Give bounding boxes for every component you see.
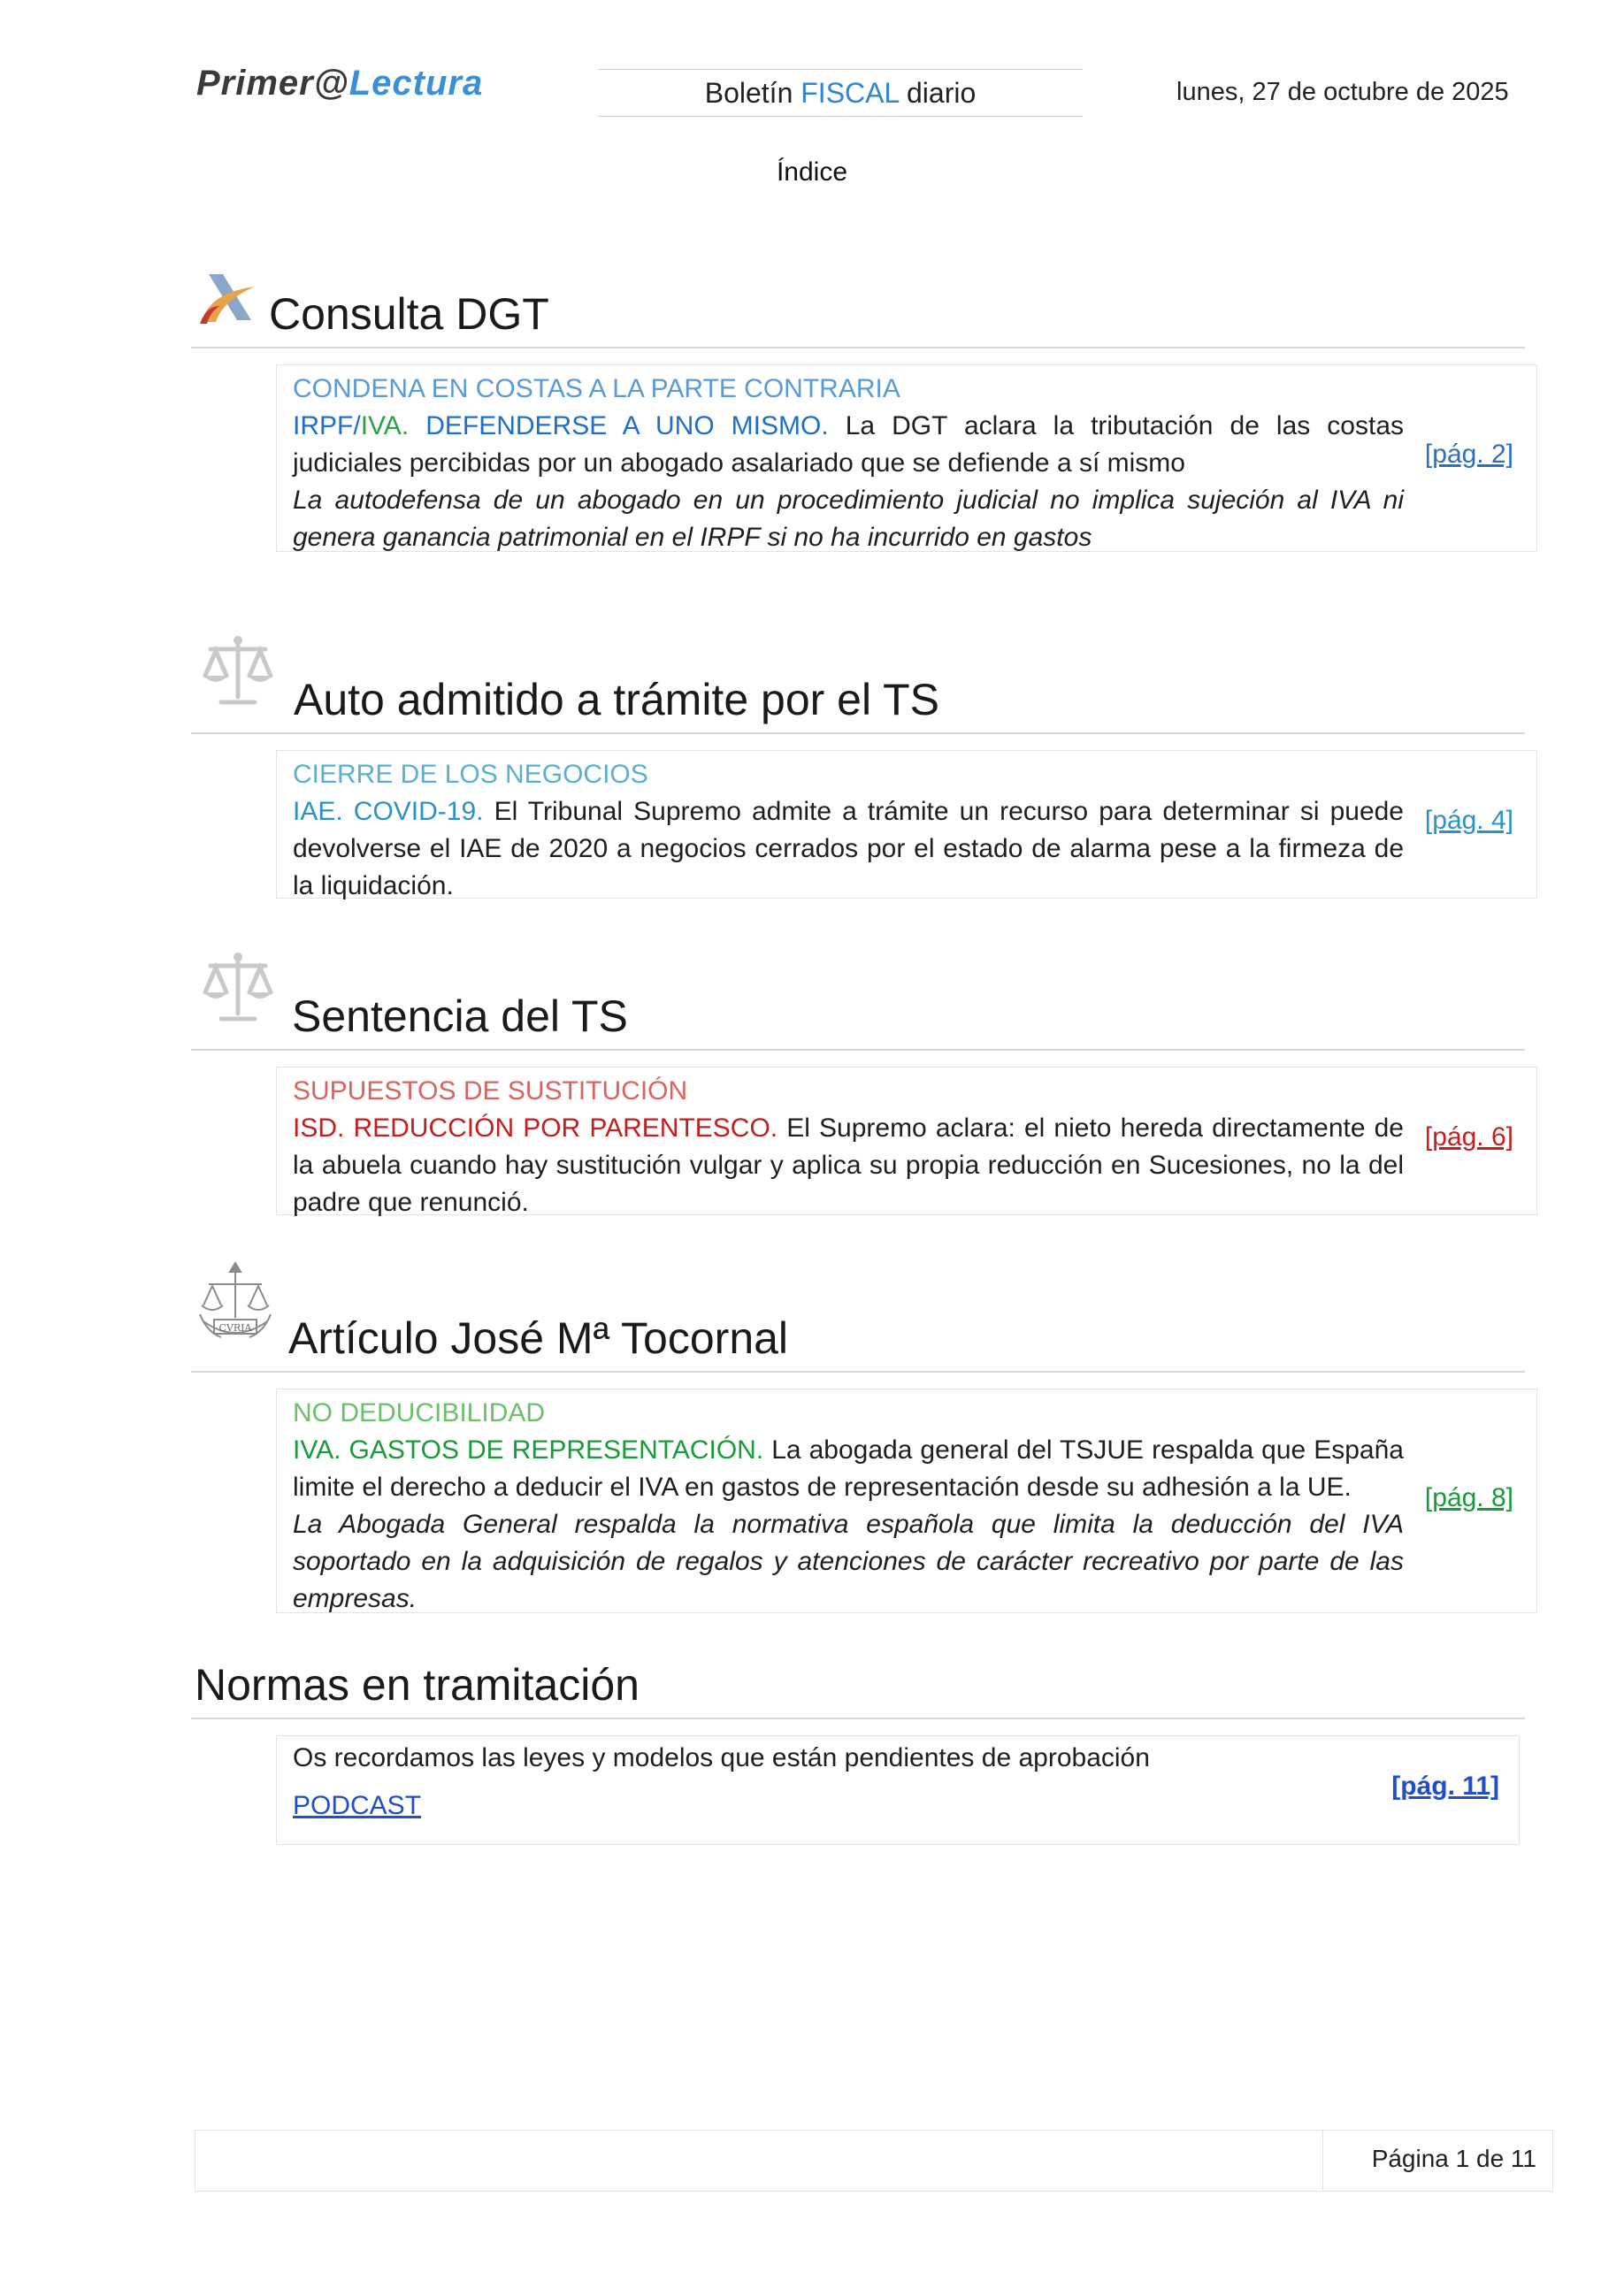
entry-tag: IVA. GASTOS DE REPRESENTACIÓN. xyxy=(293,1435,764,1465)
entry-subtitle: La Abogada General respalda la normativa española que limita la deducción del IVA soportado en la adquisición de regalos y atenciones de carácter recreativo por parte de las empresas. xyxy=(293,1510,1404,1613)
footer-divider xyxy=(1322,2131,1323,2191)
bulletin-title xyxy=(598,69,1083,117)
entry-tag: IAE. COVID-19. xyxy=(293,797,484,826)
index-entry-auto xyxy=(276,750,1537,899)
entry-tag-sep: / xyxy=(353,411,361,440)
index-entry-normas xyxy=(276,1735,1520,1845)
entry-text: El Tribunal Supremo admite a trámite un recurso para determinar si puede devolverse el IAE de 2020 a negocios cerrados por el estado de alarma pese a la firmeza de la liquidación. xyxy=(293,797,1404,900)
index-entry-sentencia xyxy=(276,1067,1537,1215)
footer-page-number: Página 1 de 11 xyxy=(1371,2145,1536,2172)
scales-icon xyxy=(200,633,276,709)
podcast-link[interactable]: PODCAST xyxy=(293,1791,422,1820)
section-divider xyxy=(191,1718,1525,1719)
entry-text: El Supremo aclara: el nieto hereda directamente de la abuela cuando hay sustitución vulgar y aplica su propia reducción en Sucesiones, no la del padre que renunció. xyxy=(293,1114,1404,1217)
page-link-dgt[interactable]: [pág. 2] xyxy=(1424,440,1513,469)
entry-text: La DGT aclara la tributación de las costas judiciales percibidas por un abogado asalariado que se defiende a sí mismo xyxy=(293,411,1404,478)
entry-tag-iva: IVA. xyxy=(360,411,410,440)
section-title-auto: Auto admitido a trámite por el TS xyxy=(294,675,939,724)
bulletin-title-post: diario xyxy=(899,77,977,109)
page-link-sentencia[interactable]: [pág. 6] xyxy=(1424,1122,1513,1152)
entry-tag: ISD. REDUCCIÓN POR PARENTESCO. xyxy=(293,1114,778,1143)
cvria-seal-text: CVRIA xyxy=(218,1322,252,1334)
entry-kicker: NO DEDUCIBILIDAD xyxy=(293,1398,546,1427)
section-title-sentencia: Sentencia del TS xyxy=(292,991,628,1041)
index-heading: Índice xyxy=(776,157,848,187)
cvria-seal-icon xyxy=(195,1259,276,1351)
section-divider xyxy=(191,347,1525,348)
entry-summary xyxy=(293,793,1404,905)
scales-icon xyxy=(200,950,276,1026)
section-title-normas: Normas en tramitación xyxy=(195,1660,640,1710)
agencia-tributaria-logo-icon xyxy=(196,271,260,327)
logo-lectura: Lectura xyxy=(349,64,484,103)
entry-summary xyxy=(293,1432,1404,1506)
entry-kicker: SUPUESTOS DE SUSTITUCIÓN xyxy=(293,1076,688,1106)
page-link-auto[interactable]: [pág. 4] xyxy=(1424,806,1513,835)
entry-text: Os recordamos las leyes y modelos que están pendientes de aprobación xyxy=(293,1743,1150,1772)
bulletin-date: lunes, 27 de octubre de 2025 xyxy=(1176,78,1509,106)
logo xyxy=(196,64,483,103)
entry-summary xyxy=(293,408,1404,482)
section-title-dgt: Consulta DGT xyxy=(269,289,549,339)
entry-subtitle: La autodefensa de un abogado en un procedimiento judicial no implica sujeción al IVA ni genera ganancia patrimonial en el IRPF si no ha incurrido en gastos xyxy=(293,486,1404,552)
entry-tag-irpf: IRPF xyxy=(293,411,354,440)
index-entry-dgt xyxy=(276,364,1537,552)
entry-summary xyxy=(293,1110,1404,1221)
bulletin-title-fiscal: FISCAL xyxy=(801,77,900,109)
bulletin-title-pre: Boletín xyxy=(704,77,801,109)
index-entry-articulo xyxy=(276,1389,1537,1613)
entry-kicker: CIERRE DE LOS NEGOCIOS xyxy=(293,760,648,789)
entry-text: La abogada general del TSJUE respalda que España limite el derecho a deducir el IVA en gastos de representación desde su adhesión a la UE. xyxy=(293,1435,1404,1502)
footer-box xyxy=(195,2130,1553,2192)
section-divider xyxy=(191,1371,1525,1373)
section-title-articulo: Artículo José Mª Tocornal xyxy=(288,1313,789,1363)
entry-kicker: CONDENA EN COSTAS A LA PARTE CONTRARIA xyxy=(293,374,900,403)
entry-tag-topic: DEFENDERSE A UNO MISMO. xyxy=(409,411,829,440)
page-link-normas[interactable]: [pág. 11] xyxy=(1391,1772,1499,1801)
section-divider xyxy=(191,1049,1525,1051)
logo-primer: Primer@ xyxy=(196,64,349,103)
section-divider xyxy=(191,732,1525,734)
page-link-articulo[interactable]: [pág. 8] xyxy=(1424,1483,1513,1512)
